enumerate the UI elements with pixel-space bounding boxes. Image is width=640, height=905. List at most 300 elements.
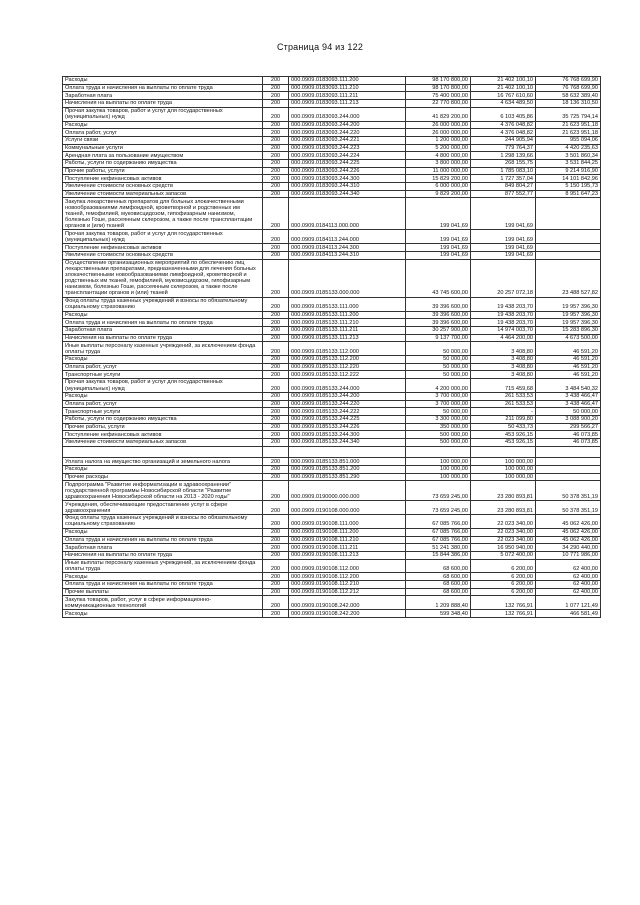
table-row bbox=[63, 481, 601, 501]
row-executed-amount: 715 459,68 bbox=[471, 379, 536, 393]
table-row bbox=[63, 371, 601, 379]
row-line-code: 200 bbox=[263, 439, 289, 447]
row-line-code: 200 bbox=[263, 190, 289, 198]
table-row bbox=[63, 466, 601, 474]
row-remaining-amount bbox=[536, 251, 601, 259]
row-remaining-amount: 46 591,20 bbox=[536, 342, 601, 356]
row-executed-amount: 16 950 940,00 bbox=[471, 544, 536, 552]
row-executed-amount: 132 766,91 bbox=[471, 610, 536, 618]
row-approved-amount: 26 000 000,00 bbox=[406, 121, 471, 129]
row-remaining-amount: 3 438 466,47 bbox=[536, 400, 601, 408]
table-row bbox=[63, 408, 601, 416]
row-line-code: 200 bbox=[263, 588, 289, 596]
row-approved-amount: 50 000,00 bbox=[406, 363, 471, 371]
row-name: Арендная плата за пользование имуществом bbox=[63, 152, 263, 160]
row-executed-amount: 199 041,69 bbox=[471, 251, 536, 259]
row-executed-amount: 3 408,80 bbox=[471, 356, 536, 364]
row-line-code: 200 bbox=[263, 159, 289, 167]
table-row bbox=[63, 152, 601, 160]
row-budget-code: 000.0909.0190108.242.200 bbox=[289, 610, 406, 618]
row-approved-amount: 4 800 000,00 bbox=[406, 152, 471, 160]
table-row bbox=[63, 379, 601, 393]
row-executed-amount: 22 023 340,00 bbox=[471, 528, 536, 536]
row-executed-amount: 1 298 139,66 bbox=[471, 152, 536, 160]
row-name: Увеличение стоимости материальных запасов bbox=[63, 190, 263, 198]
row-name: Транспортные услуги bbox=[63, 408, 263, 416]
table-row bbox=[63, 198, 601, 230]
table-row bbox=[63, 588, 601, 596]
row-name: Начисления на выплаты по оплате труда bbox=[63, 551, 263, 559]
row-remaining-amount: 21 623 951,18 bbox=[536, 129, 601, 137]
row-approved-amount: 68 600,00 bbox=[406, 588, 471, 596]
row-executed-amount: 244 905,94 bbox=[471, 136, 536, 144]
row-executed-amount: 453 926,15 bbox=[471, 439, 536, 447]
row-line-code: 200 bbox=[263, 379, 289, 393]
row-approved-amount: 9 137 700,00 bbox=[406, 334, 471, 342]
row-approved-amount: 73 659 245,00 bbox=[406, 481, 471, 501]
table-row bbox=[63, 581, 601, 589]
row-name: Закупка лекарственных препаратов для больных злокачественными новообразованиями лимфоидной, кроветворной и родственных им тканей, гемофилией, муковисцидозом, гипофизарным нанизмом, болезнью Гоше, рассеянным склерозом, а также после трансплантации органов и (или) тканей bbox=[63, 198, 263, 230]
row-executed-amount: 50 433,73 bbox=[471, 423, 536, 431]
row-name: Поступление нефинансовых активов bbox=[63, 175, 263, 183]
row-line-code: 200 bbox=[263, 251, 289, 259]
row-line-code: 200 bbox=[263, 342, 289, 356]
row-line-code: 200 bbox=[263, 501, 289, 515]
row-executed-amount: 4 634 489,50 bbox=[471, 100, 536, 108]
row-budget-code: 000.0909.0183093.111.200 bbox=[289, 77, 406, 85]
row-approved-amount: 50 000,00 bbox=[406, 342, 471, 356]
row-budget-code: 000.0909.0184113.244.000 bbox=[289, 230, 406, 244]
row-line-code: 200 bbox=[263, 408, 289, 416]
row-approved-amount: 500 000,00 bbox=[406, 431, 471, 439]
row-line-code: 200 bbox=[263, 136, 289, 144]
table-row bbox=[63, 326, 601, 334]
row-executed-amount: 268 155,75 bbox=[471, 159, 536, 167]
row-executed-amount: 261 533,53 bbox=[471, 400, 536, 408]
row-remaining-amount: 50 000,00 bbox=[536, 408, 601, 416]
table-row bbox=[63, 121, 601, 129]
row-name: Оплата труда и начисления на выплаты по оплате труда bbox=[63, 536, 263, 544]
row-line-code: 200 bbox=[263, 551, 289, 559]
row-approved-amount: 3 300 000,00 bbox=[406, 416, 471, 424]
row-executed-amount: 6 103 405,86 bbox=[471, 107, 536, 121]
table-row bbox=[63, 183, 601, 191]
row-remaining-amount: 3 484 540,32 bbox=[536, 379, 601, 393]
row-remaining-amount: 46 591,20 bbox=[536, 371, 601, 379]
row-approved-amount: 39 396 600,00 bbox=[406, 311, 471, 319]
table-row bbox=[63, 431, 601, 439]
row-budget-code: 000.0909.0190108.000.000 bbox=[289, 501, 406, 515]
table-row bbox=[63, 136, 601, 144]
row-line-code: 200 bbox=[263, 596, 289, 610]
row-approved-amount: 67 085 766,00 bbox=[406, 536, 471, 544]
row-executed-amount: 100 000,00 bbox=[471, 458, 536, 466]
row-approved-amount: 43 745 600,00 bbox=[406, 259, 471, 297]
row-executed-amount: 779 764,37 bbox=[471, 144, 536, 152]
row-line-code: 200 bbox=[263, 581, 289, 589]
row-remaining-amount: 50 378 351,19 bbox=[536, 481, 601, 501]
row-approved-amount: 39 396 600,00 bbox=[406, 297, 471, 311]
row-approved-amount: 9 829 200,00 bbox=[406, 190, 471, 198]
row-budget-code: 000.0909.0185133.112.222 bbox=[289, 371, 406, 379]
row-name: Иные выплаты персоналу казенных учреждений, за исключением фонда оплаты труда bbox=[63, 342, 263, 356]
row-line-code: 200 bbox=[263, 559, 289, 573]
row-budget-code: 000.0909.0183093.244.223 bbox=[289, 144, 406, 152]
row-budget-code: 000.0909.0185133.000.000 bbox=[289, 259, 406, 297]
row-name: Заработная плата bbox=[63, 92, 263, 100]
table-row bbox=[63, 251, 601, 259]
row-remaining-amount: 76 768 699,90 bbox=[536, 84, 601, 92]
row-executed-amount: 14 974 003,70 bbox=[471, 326, 536, 334]
row-executed-amount: - bbox=[471, 408, 536, 416]
table-row bbox=[63, 129, 601, 137]
row-budget-code: 000.0909.0183093.244.225 bbox=[289, 159, 406, 167]
row-remaining-amount: 58 632 389,40 bbox=[536, 92, 601, 100]
row-executed-amount: 100 000,00 bbox=[471, 466, 536, 474]
row-remaining-amount: 1 077 121,49 bbox=[536, 596, 601, 610]
row-budget-code: 000.0909.0185133.244.220 bbox=[289, 400, 406, 408]
row-budget-code: 000.0909.0183093.244.000 bbox=[289, 107, 406, 121]
row-remaining-amount: 62 400,00 bbox=[536, 588, 601, 596]
row-approved-amount: 100 000,00 bbox=[406, 458, 471, 466]
table-row bbox=[63, 458, 601, 466]
row-remaining-amount: 46 591,20 bbox=[536, 363, 601, 371]
row-executed-amount: 21 402 100,10 bbox=[471, 77, 536, 85]
row-budget-code: 000.0909.0185133.244.300 bbox=[289, 431, 406, 439]
row-approved-amount: 41 829 200,00 bbox=[406, 107, 471, 121]
row-line-code: 200 bbox=[263, 515, 289, 529]
row-approved-amount: 68 600,00 bbox=[406, 573, 471, 581]
row-remaining-amount: 46 073,85 bbox=[536, 431, 601, 439]
row-name: Учреждения, обеспечивающие предоставление услуг в сфере здравоохранения bbox=[63, 501, 263, 515]
row-line-code: 200 bbox=[263, 121, 289, 129]
row-remaining-amount: 5 150 195,73 bbox=[536, 183, 601, 191]
row-line-code: 200 bbox=[263, 311, 289, 319]
budget-table-body bbox=[63, 77, 601, 618]
row-executed-amount: 199 041,69 bbox=[471, 244, 536, 252]
row-approved-amount: 50 000,00 bbox=[406, 408, 471, 416]
table-row bbox=[63, 230, 601, 244]
row-approved-amount: 39 396 600,00 bbox=[406, 319, 471, 327]
row-budget-code: 000.0909.0184113.000.000 bbox=[289, 198, 406, 230]
row-line-code: 200 bbox=[263, 334, 289, 342]
row-line-code: 200 bbox=[263, 92, 289, 100]
row-line-code: 200 bbox=[263, 326, 289, 334]
row-budget-code: 000.0909.0185133.112.200 bbox=[289, 356, 406, 364]
row-budget-code: 000.0909.0185133.851.290 bbox=[289, 473, 406, 481]
row-line-code: 200 bbox=[263, 84, 289, 92]
row-approved-amount: 98 170 800,00 bbox=[406, 77, 471, 85]
row-approved-amount: 67 085 766,00 bbox=[406, 528, 471, 536]
table-row bbox=[63, 159, 601, 167]
row-line-code: 200 bbox=[263, 129, 289, 137]
row-name: Услуги связи bbox=[63, 136, 263, 144]
row-executed-amount: 1 727 357,04 bbox=[471, 175, 536, 183]
row-budget-code: 000.0909.0190108.112.200 bbox=[289, 573, 406, 581]
table-row bbox=[63, 610, 601, 618]
row-executed-amount: 6 200,00 bbox=[471, 573, 536, 581]
budget-table bbox=[62, 76, 601, 618]
row-remaining-amount bbox=[536, 458, 601, 466]
row-line-code: 200 bbox=[263, 458, 289, 466]
row-executed-amount: 877 552,77 bbox=[471, 190, 536, 198]
row-line-code: 200 bbox=[263, 152, 289, 160]
row-executed-amount: 261 533,53 bbox=[471, 392, 536, 400]
row-executed-amount: 3 408,80 bbox=[471, 363, 536, 371]
row-line-code: 200 bbox=[263, 319, 289, 327]
row-executed-amount: 4 376 048,82 bbox=[471, 129, 536, 137]
row-name: Расходы bbox=[63, 466, 263, 474]
row-name: Начисления на выплаты по оплате труда bbox=[63, 100, 263, 108]
row-executed-amount: 23 280 893,81 bbox=[471, 501, 536, 515]
table-row bbox=[63, 400, 601, 408]
row-remaining-amount: 19 957 396,30 bbox=[536, 297, 601, 311]
table-row bbox=[63, 319, 601, 327]
row-line-code: 200 bbox=[263, 100, 289, 108]
row-line-code: 200 bbox=[263, 198, 289, 230]
row-budget-code: 000.0909.0190108.112.210 bbox=[289, 581, 406, 589]
row-name: Расходы bbox=[63, 392, 263, 400]
row-budget-code: 000.0909.0190108.111.000 bbox=[289, 515, 406, 529]
row-executed-amount: 6 200,00 bbox=[471, 581, 536, 589]
row-executed-amount: 5 072 400,00 bbox=[471, 551, 536, 559]
row-name: Расходы bbox=[63, 528, 263, 536]
row-name: Прочая закупка товаров, работ и услуг для государственных (муниципальных) нужд bbox=[63, 379, 263, 393]
row-budget-code: 000.0909.0185133.244.000 bbox=[289, 379, 406, 393]
table-row bbox=[63, 107, 601, 121]
table-row bbox=[63, 416, 601, 424]
row-remaining-amount: 62 400,00 bbox=[536, 581, 601, 589]
row-line-code: 200 bbox=[263, 544, 289, 552]
row-budget-code: 000.0909.0185133.111.213 bbox=[289, 334, 406, 342]
row-approved-amount: 11 000 000,00 bbox=[406, 167, 471, 175]
row-name: Расходы bbox=[63, 77, 263, 85]
table-row bbox=[63, 84, 601, 92]
row-remaining-amount: 19 957 396,30 bbox=[536, 319, 601, 327]
row-name: Прочие выплаты bbox=[63, 588, 263, 596]
table-row bbox=[63, 144, 601, 152]
row-name: Начисления на выплаты по оплате труда bbox=[63, 334, 263, 342]
row-remaining-amount: 8 951 647,23 bbox=[536, 190, 601, 198]
table-row bbox=[63, 244, 601, 252]
row-name: Увеличение стоимости материальных запасов bbox=[63, 439, 263, 447]
row-executed-amount: 211 099,80 bbox=[471, 416, 536, 424]
row-budget-code: 000.0909.0190108.111.213 bbox=[289, 551, 406, 559]
row-executed-amount: 22 023 340,00 bbox=[471, 536, 536, 544]
row-approved-amount: 100 000,00 bbox=[406, 473, 471, 481]
row-budget-code: 000.0909.0185133.244.225 bbox=[289, 416, 406, 424]
row-approved-amount: 500 000,00 bbox=[406, 439, 471, 447]
row-approved-amount: 22 770 800,00 bbox=[406, 100, 471, 108]
row-executed-amount: 20 257 072,18 bbox=[471, 259, 536, 297]
row-name: Оплата работ, услуг bbox=[63, 129, 263, 137]
row-approved-amount: 199 041,69 bbox=[406, 230, 471, 244]
row-remaining-amount bbox=[536, 466, 601, 474]
row-remaining-amount: 18 136 310,50 bbox=[536, 100, 601, 108]
row-name: Закупка товаров, работ, услуг в сфере информационно-коммуникационных технологий bbox=[63, 596, 263, 610]
row-budget-code: 000.0909.0190108.111.211 bbox=[289, 544, 406, 552]
row-remaining-amount: 466 581,49 bbox=[536, 610, 601, 618]
row-remaining-amount: 4 420 235,63 bbox=[536, 144, 601, 152]
row-approved-amount: 98 170 800,00 bbox=[406, 84, 471, 92]
row-remaining-amount: 19 957 396,30 bbox=[536, 311, 601, 319]
row-line-code: 200 bbox=[263, 107, 289, 121]
row-executed-amount: 849 804,27 bbox=[471, 183, 536, 191]
row-remaining-amount: 9 214 916,90 bbox=[536, 167, 601, 175]
row-remaining-amount: 3 531 844,25 bbox=[536, 159, 601, 167]
row-remaining-amount: 45 062 426,00 bbox=[536, 536, 601, 544]
row-name: Подпрограмма "Развитие информатизации в здравоохранении" государственной программы Новосибирской области "Развитие здравоохранения Новосибирской области на 2013 - 2020 годы" bbox=[63, 481, 263, 501]
row-name: Прочие расходы bbox=[63, 473, 263, 481]
table-row bbox=[63, 297, 601, 311]
row-approved-amount: 6 000 000,00 bbox=[406, 183, 471, 191]
table-row bbox=[63, 342, 601, 356]
row-budget-code: 000.0909.0183093.111.213 bbox=[289, 100, 406, 108]
row-line-code: 200 bbox=[263, 573, 289, 581]
row-remaining-amount: 15 283 896,30 bbox=[536, 326, 601, 334]
row-budget-code: 000.0909.0185133.244.340 bbox=[289, 439, 406, 447]
row-budget-code: 000.0909.0183093.244.310 bbox=[289, 183, 406, 191]
row-line-code: 200 bbox=[263, 244, 289, 252]
row-executed-amount: 22 023 340,00 bbox=[471, 515, 536, 529]
row-remaining-amount: 45 062 426,00 bbox=[536, 528, 601, 536]
row-line-code: 200 bbox=[263, 363, 289, 371]
row-line-code: 200 bbox=[263, 144, 289, 152]
row-remaining-amount: 14 101 842,96 bbox=[536, 175, 601, 183]
row-name: Расходы bbox=[63, 311, 263, 319]
row-name: Оплата труда и начисления на выплаты по оплате труда bbox=[63, 84, 263, 92]
row-executed-amount: 23 280 893,81 bbox=[471, 481, 536, 501]
table-row bbox=[63, 528, 601, 536]
row-name bbox=[63, 446, 263, 458]
row-remaining-amount bbox=[536, 198, 601, 230]
row-line-code: 200 bbox=[263, 183, 289, 191]
row-budget-code: 000.0909.0183093.111.211 bbox=[289, 92, 406, 100]
row-line-code: 200 bbox=[263, 392, 289, 400]
row-approved-amount: 4 200 000,00 bbox=[406, 379, 471, 393]
row-line-code: 200 bbox=[263, 175, 289, 183]
row-approved-amount: 199 041,69 bbox=[406, 244, 471, 252]
row-executed-amount: 19 438 203,70 bbox=[471, 311, 536, 319]
row-executed-amount: 132 766,91 bbox=[471, 596, 536, 610]
row-budget-code: 000.0909.0190108.112.212 bbox=[289, 588, 406, 596]
row-budget-code: 000.0909.0185133.111.211 bbox=[289, 326, 406, 334]
row-executed-amount: 453 926,15 bbox=[471, 431, 536, 439]
row-remaining-amount: 3 088 900,20 bbox=[536, 416, 601, 424]
row-approved-amount: 68 600,00 bbox=[406, 581, 471, 589]
row-name: Поступление нефинансовых активов bbox=[63, 244, 263, 252]
row-remaining-amount: 46 073,85 bbox=[536, 439, 601, 447]
row-name: Расходы bbox=[63, 573, 263, 581]
table-row bbox=[63, 446, 601, 458]
row-name: Оплата труда и начисления на выплаты по оплате труда bbox=[63, 581, 263, 589]
row-approved-amount: 3 700 000,00 bbox=[406, 392, 471, 400]
table-row bbox=[63, 551, 601, 559]
table-row bbox=[63, 573, 601, 581]
row-approved-amount: 68 600,00 bbox=[406, 559, 471, 573]
row-approved-amount: 5 200 000,00 bbox=[406, 144, 471, 152]
row-budget-code: 000.0909.0190108.112.000 bbox=[289, 559, 406, 573]
row-budget-code: 000.0909.0190108.111.210 bbox=[289, 536, 406, 544]
row-remaining-amount: 3 438 466,47 bbox=[536, 392, 601, 400]
row-remaining-amount: 46 591,20 bbox=[536, 356, 601, 364]
row-approved-amount: 1 200 000,00 bbox=[406, 136, 471, 144]
row-remaining-amount: 299 566,27 bbox=[536, 423, 601, 431]
row-remaining-amount: 23 488 527,82 bbox=[536, 259, 601, 297]
row-executed-amount: 6 200,00 bbox=[471, 559, 536, 573]
row-executed-amount: 19 438 203,70 bbox=[471, 297, 536, 311]
row-budget-code: 000.0909.0185133.112.220 bbox=[289, 363, 406, 371]
row-remaining-amount bbox=[536, 473, 601, 481]
row-name: Заработная плата bbox=[63, 326, 263, 334]
table-row bbox=[63, 92, 601, 100]
row-remaining-amount bbox=[536, 244, 601, 252]
row-name: Прочие работы, услуги bbox=[63, 167, 263, 175]
row-approved-amount: 15 844 386,00 bbox=[406, 551, 471, 559]
row-line-code: 200 bbox=[263, 167, 289, 175]
row-budget-code: 000.0909.0190108.242.000 bbox=[289, 596, 406, 610]
table-row bbox=[63, 77, 601, 85]
row-name: Фонд оплаты труда казенных учреждений и взносы по обязательному социальному страхованию bbox=[63, 297, 263, 311]
row-line-code bbox=[263, 446, 289, 458]
row-budget-code: 000.0909.0190000.000.000 bbox=[289, 481, 406, 501]
table-row bbox=[63, 175, 601, 183]
table-row bbox=[63, 439, 601, 447]
row-budget-code: 000.0909.0183093.111.210 bbox=[289, 84, 406, 92]
row-budget-code: 000.0909.0184113.244.310 bbox=[289, 251, 406, 259]
table-row bbox=[63, 392, 601, 400]
table-row bbox=[63, 356, 601, 364]
row-remaining-amount bbox=[536, 446, 601, 458]
table-row bbox=[63, 559, 601, 573]
row-name: Работы, услуги по содержанию имущества bbox=[63, 416, 263, 424]
row-remaining-amount: 45 062 426,00 bbox=[536, 515, 601, 529]
row-name: Расходы bbox=[63, 356, 263, 364]
row-name: Прочие работы, услуги bbox=[63, 423, 263, 431]
row-executed-amount: 16 767 610,60 bbox=[471, 92, 536, 100]
row-remaining-amount: 50 378 351,19 bbox=[536, 501, 601, 515]
table-row bbox=[63, 501, 601, 515]
row-name: Уплата налога на имущество организаций и земельного налога bbox=[63, 458, 263, 466]
row-budget-code: 000.0909.0183093.244.224 bbox=[289, 152, 406, 160]
row-executed-amount: 1 785 083,10 bbox=[471, 167, 536, 175]
row-approved-amount: 599 348,40 bbox=[406, 610, 471, 618]
row-line-code: 200 bbox=[263, 528, 289, 536]
page-header: Страница 94 из 122 bbox=[276, 42, 364, 52]
row-line-code: 200 bbox=[263, 230, 289, 244]
row-executed-amount: 3 408,80 bbox=[471, 342, 536, 356]
row-name: Прочая закупка товаров, работ и услуг для государственных (муниципальных) нужд bbox=[63, 230, 263, 244]
row-executed-amount: 4 376 048,82 bbox=[471, 121, 536, 129]
row-budget-code: 000.0909.0185133.111.210 bbox=[289, 319, 406, 327]
row-executed-amount: 6 200,00 bbox=[471, 588, 536, 596]
row-line-code: 200 bbox=[263, 431, 289, 439]
row-line-code: 200 bbox=[263, 610, 289, 618]
row-approved-amount: 15 829 200,00 bbox=[406, 175, 471, 183]
row-budget-code: 000.0909.0185133.851.000 bbox=[289, 458, 406, 466]
row-budget-code bbox=[289, 446, 406, 458]
row-line-code: 200 bbox=[263, 473, 289, 481]
row-line-code: 200 bbox=[263, 77, 289, 85]
row-approved-amount: 3 800 000,00 bbox=[406, 159, 471, 167]
row-budget-code: 000.0909.0183093.244.200 bbox=[289, 121, 406, 129]
row-budget-code: 000.0909.0185133.244.222 bbox=[289, 408, 406, 416]
row-line-code: 200 bbox=[263, 423, 289, 431]
row-remaining-amount: 21 623 951,18 bbox=[536, 121, 601, 129]
table-row bbox=[63, 596, 601, 610]
table-row bbox=[63, 334, 601, 342]
row-name: Оплата труда и начисления на выплаты по оплате труда bbox=[63, 319, 263, 327]
